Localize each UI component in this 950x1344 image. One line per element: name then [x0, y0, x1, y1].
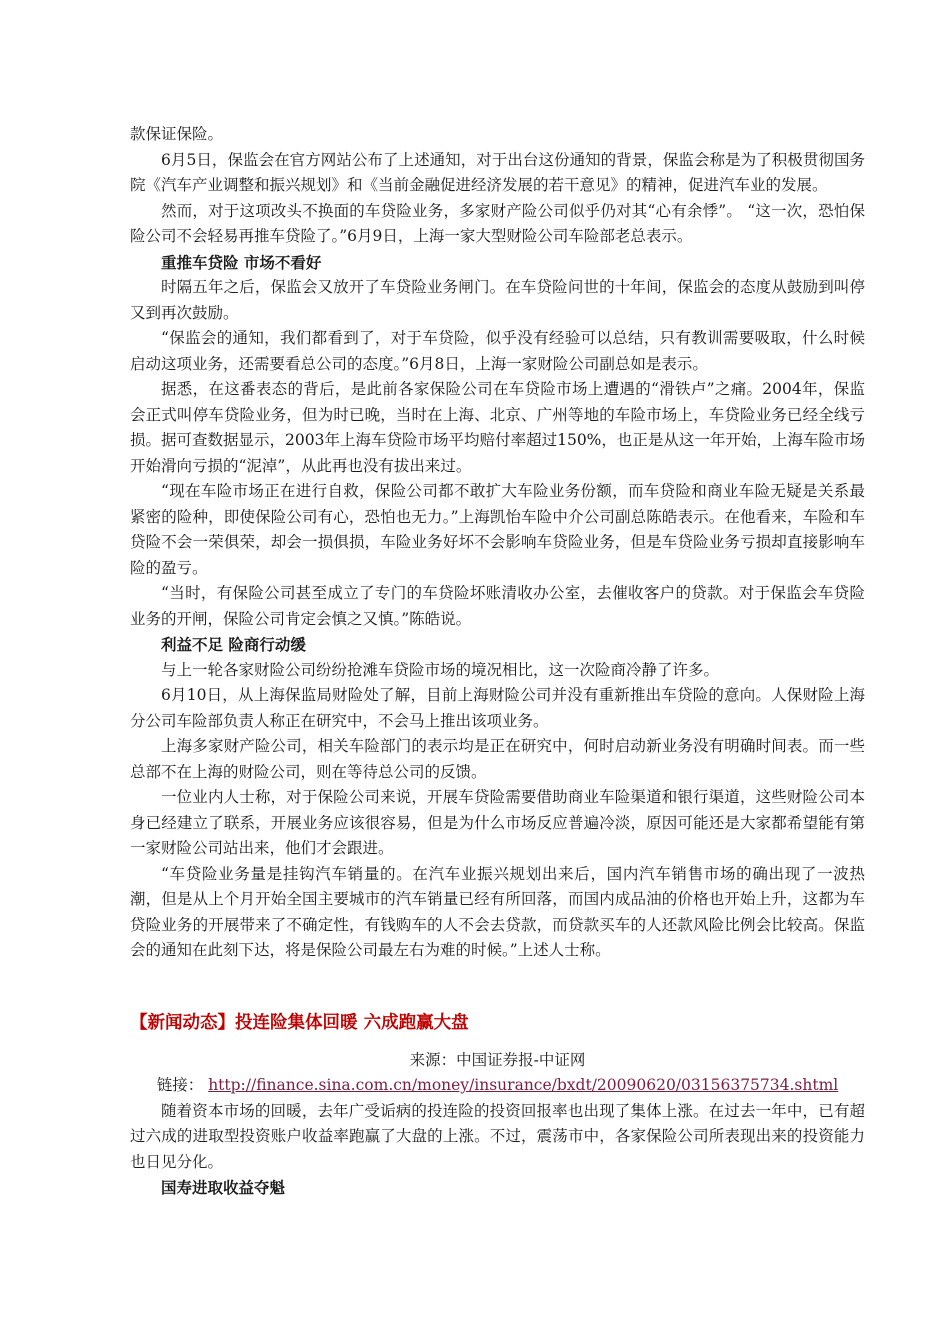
- paragraph: “现在车险市场正在进行自救，保险公司都不敢扩大车险业务份额，而车贷险和商业车险无疑是关系最紧密的险种，即使保险公司有心，恐怕也无力。”上海凯怡车险中介公司副总陈皓表示。在他看来，车险和车贷险不会一荣俱荣，却会一损俱损，车险业务好坏不会影响车贷险业务，但是车贷险业务亏损却直接影响车险的盈亏。: [130, 482, 865, 577]
- paragraph: 据悉，在这番表态的背后，是此前各家保险公司在车贷险市场上遭遇的“滑铁卢”之痛。2004年，保监会正式叫停车贷险业务，但为时已晚，当时在上海、北京、广州等地的车险市场上，车贷险业务已经全线亏损。据可查数据显示，2003年上海车贷险市场平均赔付率超过150%，也正是从这一年开始，上海车险市场开始滑向亏损的“泥淖”，从此再也没有拔出来过。: [130, 380, 865, 475]
- paragraph: “保监会的通知，我们都看到了，对于车贷险，似乎没有经验可以总结，只有教训需要吸取，什么时候启动这项业务，还需要看总公司的态度。”6月8日，上海一家财险公司副总如是表示。: [130, 329, 865, 373]
- paragraph: 随着资本市场的回暖，去年广受诟病的投连险的投资回报率也出现了集体上涨。在过去一年中，已有超过六成的进取型投资账户收益率跑赢了大盘的上涨。不过，震荡市中，各家保险公司所表现出来的投资能力也日见分化。: [130, 1101, 865, 1171]
- article-body: [130, 122, 865, 964]
- paragraph: 上海多家财产险公司，相关车险部门的表示均是正在研究中，何时启动新业务没有明确时间表。而一些总部不在上海的财险公司，则在等待总公司的反馈。: [130, 737, 865, 781]
- news-link-line: [130, 1073, 865, 1099]
- paragraph: “当时，有保险公司甚至成立了专门的车贷险坏账清收办公室，去催收客户的贷款。对于保监会车贷险业务的开闸，保险公司肯定会慎之又慎。”陈皓说。: [130, 584, 865, 628]
- news-title: 【新闻动态】投连险集体回暖 六成跑赢大盘: [130, 1012, 469, 1033]
- news-link[interactable]: http://finance.sina.com.cn/money/insurance/bxdt/20090620/03156375734.shtml: [208, 1076, 839, 1094]
- paragraph: 与上一轮各家财险公司纷纷抢滩车贷险市场的境况相比，这一次险商冷静了许多。: [161, 660, 720, 679]
- paragraph: 一位业内人士称，对于保险公司来说，开展车贷险需要借助商业车险渠道和银行渠道，这些财险公司本身已经建立了联系，开展业务应该很容易，但是为什么市场反应普遍冷淡，原因可能还是大家都希望能有第一家财险公司站出来，他们才会跟进。: [130, 788, 865, 857]
- paragraph: 6月10日，从上海保监局财险处了解，目前上海财险公司并没有重新推出车贷险的意向。人保财险上海分公司车险部负责人称正在研究中，不会马上推出该项业务。: [130, 686, 865, 730]
- news-body: [130, 1099, 865, 1201]
- section-heading: 重推车贷险 市场不看好: [161, 252, 322, 272]
- paragraph: 然而，对于这项改头不换面的车贷险业务，多家财产险公司似乎仍对其“心有余悸”。 “这一次，恐怕保险公司不会轻易再推车贷险了。”6月9日，上海一家大型财险公司车险部老总表示。: [130, 201, 865, 245]
- news-link-label: 链接：: [156, 1076, 204, 1094]
- paragraph: “车贷险业务量是挂钩汽车销量的。在汽车业振兴规划出来后，国内汽车销售市场的确出现了一波热潮，但是从上个月开始全国主要城市的汽车销量已经有所回落，而国内成品油的价格也开始上升，这都为车贷险业务的开展带来了不确定性，有钱购车的人不会去贷款，而贷款买车的人还款风险比例会比较高。保监会的通知在此刻下达，将是保险公司最左右为难的时候。”上述人士称。: [130, 864, 865, 959]
- news-source: 来源：中国证券报-中证网: [409, 1050, 586, 1069]
- paragraph: 款保证保险。: [130, 125, 224, 143]
- paragraph: 6月5日，保监会在官方网站公布了上述通知，对于出台这份通知的背景，保监会称是为了积极贯彻国务院《汽车产业调整和振兴规划》和《当前金融促进经济发展的若干意见》的精神，促进汽车业的发展。: [130, 150, 865, 194]
- section-heading: 国寿进取收益夺魁: [161, 1178, 286, 1197]
- paragraph: 时隔五年之后，保监会又放开了车贷险业务闸门。在车贷险问世的十年间，保监会的态度从鼓励到叫停又到再次鼓励。: [130, 278, 865, 322]
- section-gap: [130, 964, 865, 1010]
- document-page: [130, 122, 865, 1201]
- section-heading: 利益不足 险商行动缓: [161, 635, 306, 654]
